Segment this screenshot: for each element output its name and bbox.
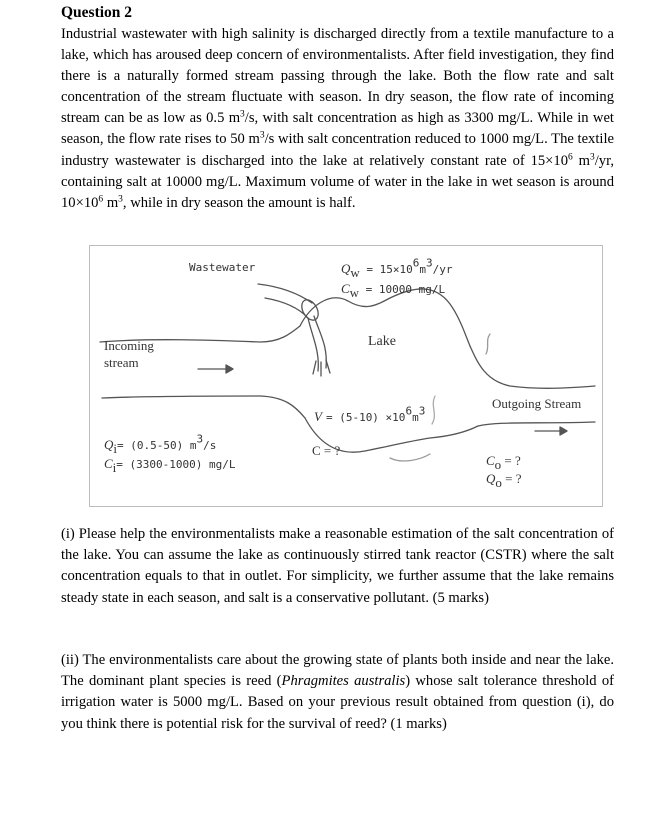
co-symbol: C <box>486 453 495 468</box>
cw-subscript: w <box>349 285 360 301</box>
intro-text-5: /yr, containing salt at 10000 mg/L. Maximum volume of water in the lake in wet season is around 10×10 <box>61 152 614 211</box>
pipe-outlet <box>298 297 321 323</box>
cw-label <box>341 280 446 301</box>
intro-text-7: , while in dry season the amount is half. <box>122 194 356 211</box>
qw-subscript: w <box>350 265 360 281</box>
qi-value: = (0.5-50) m <box>117 439 197 452</box>
qw-exponent: 6 <box>412 256 420 270</box>
qi-exponent: 3 <box>196 432 204 446</box>
cw-value: = 10000 mg/L <box>359 283 446 296</box>
sup-3d: 3 <box>118 194 123 205</box>
qi-label <box>104 432 217 457</box>
volume-unit-exponent: 3 <box>418 404 426 418</box>
wastewater-label: Wastewater <box>189 261 256 274</box>
part-ii-before: (ii) The environmentalists care about the growing state of plants both inside and near the lake. The dominant plant species is reed ( <box>61 652 614 690</box>
lake-right-shore <box>470 346 595 388</box>
co-value: = ? <box>501 453 521 468</box>
qw-unit: m <box>419 263 427 276</box>
sup-3a: 3 <box>240 109 245 120</box>
ci-subscript: i <box>112 460 117 476</box>
part-i-text: (i) Please help the environmentalists make a reasonable estimation of the salt concentration of the lake. You can assume the lake as continuously stirred tank reactor (CSTR) where the salt concentration equals to that in outlet. For simplicity, we further assume that the lake remains steady state in each season, and salt is a conservative pollutant. (5 marks) <box>61 526 614 606</box>
water-jet-1 <box>308 318 318 371</box>
outgoing-lower-bank <box>478 422 595 426</box>
qw-label <box>341 256 453 281</box>
problem-statement <box>61 24 614 214</box>
sup-6b: 6 <box>98 194 104 205</box>
outgoing-stream-label <box>492 395 581 413</box>
sup-6a: 6 <box>568 151 573 162</box>
qo-symbol: Q <box>486 471 496 486</box>
qo-subscript: o <box>495 475 502 491</box>
intro-text-2: /s, with salt concentration as high as 3300 mg/L. While in wet season, the flow rate rises to 50 m <box>61 110 614 148</box>
lake-concentration-label: C = ? <box>312 443 341 458</box>
cw-symbol: C <box>341 281 350 296</box>
water-jet-2 <box>314 316 326 368</box>
volume-value: = (5-10) ×10 <box>325 411 406 424</box>
qi-per: /s <box>203 439 217 452</box>
incoming-stream-label <box>104 337 154 371</box>
qw-unit-exponent: 3 <box>426 256 433 270</box>
ci-value: = (3300-1000) mg/L <box>116 458 236 471</box>
species-name: Phragmites australis <box>281 673 406 690</box>
intro-text-4: m <box>572 152 590 169</box>
qw-symbol: Q <box>341 261 351 276</box>
lake-diagram <box>89 245 603 507</box>
qi-symbol: Q <box>104 437 114 452</box>
outgoing-label-text: Outgoing Stream <box>492 396 582 411</box>
incoming-lower-bank <box>102 396 305 418</box>
sup-3c: 3 <box>589 151 595 162</box>
sup-3b: 3 <box>259 130 265 141</box>
co-label <box>486 452 521 473</box>
question-title: Question 2 <box>61 4 133 21</box>
qo-label <box>486 470 522 491</box>
intro-text-1: Industrial wastewater with high salinity is discharged directly from a textile manufacture to a lake, which has aroused deep concern of environmentalists. After field investigation, they find there is a naturally formed stream passing through the lake. Both the flow rate and salt concentration of the stream fluctuate with season. In dry season, the flow rate of incoming stream can be as low as 0.5 m <box>61 26 614 127</box>
qw-per: /yr <box>432 263 453 276</box>
qw-value: = 15×10 <box>359 263 413 276</box>
co-subscript: o <box>494 457 502 473</box>
incoming-label-line2: stream <box>104 355 139 370</box>
incoming-label-line1: Incoming <box>104 338 154 353</box>
part-ii-text <box>61 650 614 735</box>
part-ii-after: ) whose salt tolerance threshold of irrigation water is 5000 mg/L. Based on your previous result obtained from question (i), do you think there is potential risk for the survival of reed? (1 marks) <box>61 673 614 732</box>
ci-symbol: C <box>104 456 113 471</box>
volume-unit: m <box>412 411 419 424</box>
ci-label <box>104 455 236 476</box>
lake-label: Lake <box>368 334 396 349</box>
volume-label <box>314 404 426 426</box>
intro-text-6: m <box>103 194 119 211</box>
qo-value: = ? <box>501 471 522 486</box>
volume-symbol: V <box>314 409 322 424</box>
qi-subscript: i <box>113 441 118 457</box>
volume-exponent: 6 <box>405 404 413 418</box>
intro-text-3: /s with salt concentration reduced to 1000 mg/L. The textile industry wastewater is discharged into the lake at relatively constant rate of 15×10 <box>61 131 614 169</box>
